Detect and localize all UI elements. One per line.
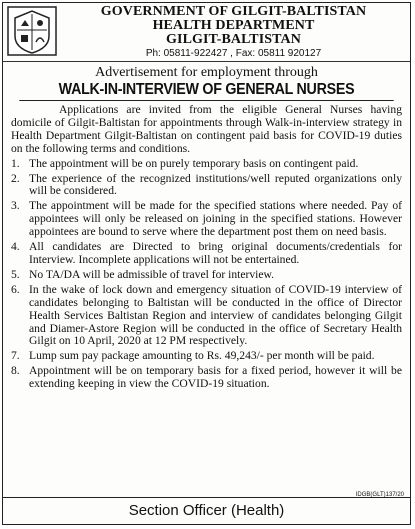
condition-item (11, 269, 402, 282)
government-title: GOVERNMENT OF GILGIT-BALTISTAN (100, 4, 367, 19)
item-text: The appointment will be on purely temporary basis on contingent paid. (29, 156, 359, 170)
header (3, 3, 410, 62)
contact-info: Ph: 05811-922427 , Fax: 05811 920127 (145, 48, 322, 59)
item-number: 1. (11, 156, 20, 170)
item-text: Appointment will be on temporary basis for a fixed period, however it will be extending keeping in view the COVID-19 situation. (29, 364, 402, 391)
condition-item (11, 350, 402, 363)
main-heading: WALK-IN-INTERVIEW OF GENERAL NURSES (19, 81, 393, 101)
item-text: The appointment will be made for the specified stations where needed. Pay of appointees will only be released on joining in the specified stations. However appointees are bound to serve where the department post them on need basis. (29, 199, 402, 239)
item-number: 4. (11, 240, 20, 254)
region-title: GILGIT-BALTISTAN (166, 32, 301, 47)
item-number: 2. (11, 171, 20, 185)
item-text: In the wake of lock down and emergency situation of COVID-19 interview of candidates belonging to Baltistan will be conducted in the office of Director Health Services Baltistan Region and interview of candidates belonging Gilgit and Diamer-Astore Region will be conducted in the office of Secretary Health Gilgit on 10 April, 2020 at 12 PM respectively. (29, 282, 402, 348)
condition-item (11, 241, 402, 267)
condition-item (11, 365, 402, 391)
condition-item (11, 284, 402, 349)
condition-item (11, 158, 402, 171)
item-text: No TA/DA will be admissible of travel for interview. (29, 267, 275, 281)
intro-paragraph: Applications are invited from the eligible General Nurses having domicile of Gilgit-Baltistan for appointments through Walk-in-interview strategy in Health Department Gilgit-Baltistan on contingent paid basis for COVID-19 duties on the following terms and conditions. (11, 103, 402, 155)
advertisement-line: Advertisement for employment through (95, 65, 318, 80)
item-number: 3. (11, 199, 20, 213)
item-number: 8. (11, 364, 20, 378)
header-text (61, 5, 406, 60)
item-text: All candidates are Directed to bring original documents/credentials for Interview. Incomplete applications will not be entertained. (29, 240, 402, 266)
government-emblem-icon (7, 6, 57, 56)
signatory: Section Officer (Health) (3, 497, 410, 524)
item-text: The experience of the recognized institutions/well reputed organizations only will be considered. (29, 171, 402, 198)
item-number: 6. (11, 282, 20, 296)
condition-item (11, 200, 402, 239)
reference-code: IDGB(GLT)137/20 (355, 492, 404, 498)
item-number: 7. (11, 349, 20, 363)
advertisement-body (3, 101, 410, 391)
item-text: Lump sum pay package amounting to Rs. 49,243/- per month will be paid. (29, 349, 375, 363)
advertisement (2, 2, 411, 525)
item-number: 5. (11, 267, 20, 281)
condition-item (11, 173, 402, 199)
department-title: HEALTH DEPARTMENT (152, 18, 315, 33)
